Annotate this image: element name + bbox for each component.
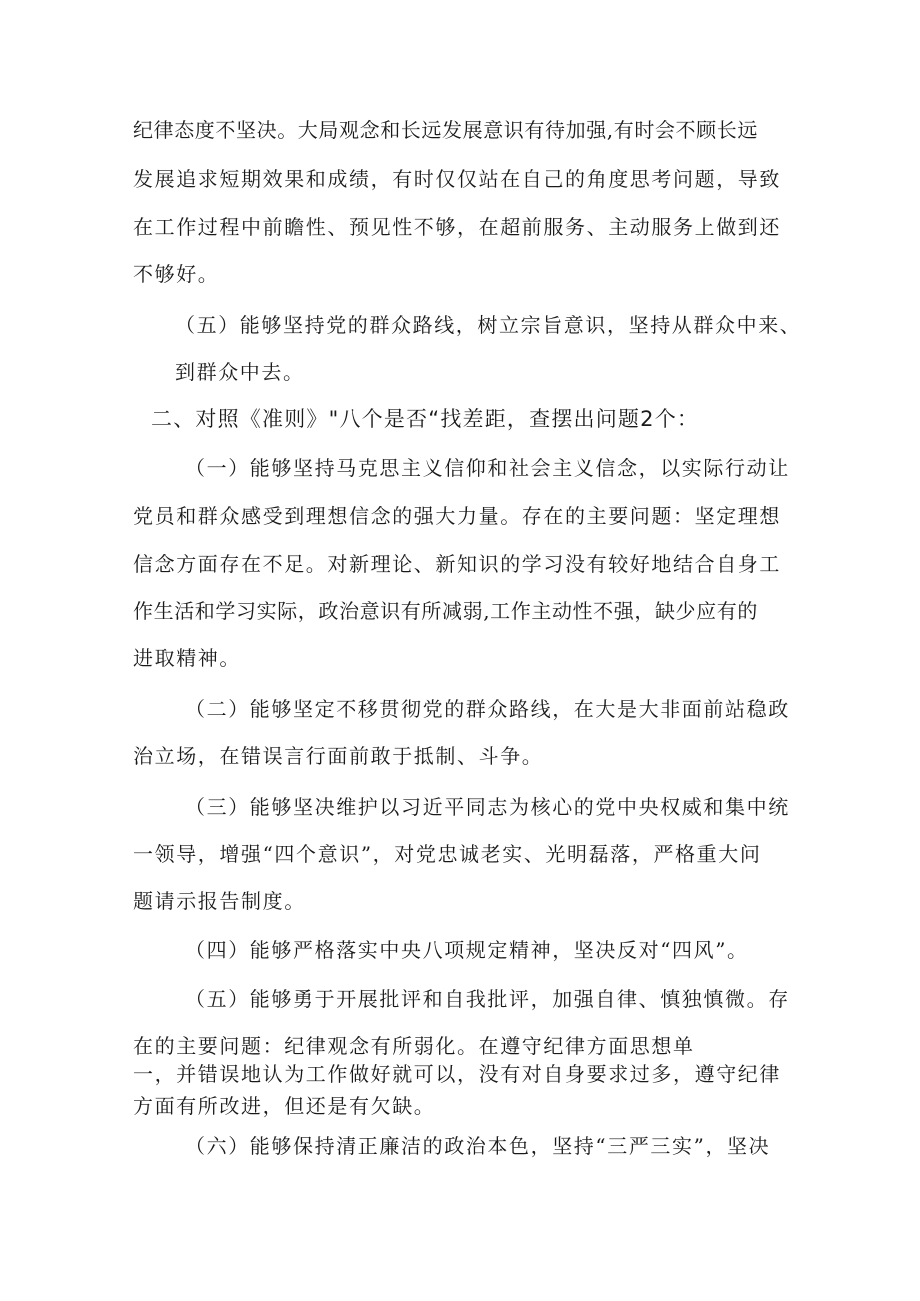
paragraph-line: 一领导，增强“四个意识”，对党忠诚老实、光明磊落，严格重大问	[133, 842, 762, 866]
paragraph-line: 信念方面存在不足。对新理论、新知识的学习没有较好地结合自身工	[133, 552, 781, 576]
paragraph-line: （六）能够保持清正廉洁的政治本色，坚持“三严三实”，坚决	[185, 1134, 771, 1158]
paragraph-line: （二）能够坚定不移贯彻党的群众路线，在大是大非面前站稳政	[185, 697, 790, 721]
paragraph-line: （五）能够坚持党的群众路线，树立宗旨意识，坚持从群众中来、	[175, 313, 802, 337]
paragraph-line: 到群众中去。	[175, 360, 305, 384]
paragraph-line: （五）能够勇于开展批评和自我批评，加强自律、慎独慎微。存	[185, 987, 790, 1011]
paragraph-line: （一）能够坚持马克思主义信仰和社会主义信念，以实际行动让	[185, 456, 790, 480]
paragraph-line: （三）能够坚决维护以习近平同志为核心的党中央权威和集中统	[185, 795, 790, 819]
paragraph-line: 党员和群众感受到理想信念的强大力量。存在的主要问题：坚定理想	[133, 504, 781, 528]
section-heading: 二、对照《准则》"八个是否“找差距，查摆出问题2个：	[151, 407, 700, 431]
paragraph-line: （四）能够严格落实中央八项规定精神，坚决反对“四风”。	[185, 938, 749, 962]
paragraph-line: 发展追求短期效果和成绩，有时仅仅站在自己的角度思考问题，导致	[133, 167, 781, 191]
paragraph-line: 题请示报告制度。	[133, 889, 306, 913]
paragraph-line: 进取精神。	[133, 646, 241, 670]
paragraph-line: 在工作过程中前瞻性、预见性不够，在超前服务、主动服务上做到还	[133, 215, 781, 239]
paragraph-line: 在的主要问题：纪律观念有所弱化。在遵守纪律方面思想单	[133, 1034, 695, 1058]
paragraph-line: 纪律态度不坚决。大局观念和长远发展意识有待加强,有时会不顾长远	[133, 118, 758, 142]
paragraph-line: 一，并错误地认为工作做好就可以，没有对自身要求过多，遵守纪律	[133, 1062, 781, 1086]
paragraph-line: 作生活和学习实际，政治意识有所减弱,工作主动性不强，缺少应有的	[133, 599, 758, 623]
paragraph-line: 方面有所改进，但还是有欠缺。	[133, 1094, 436, 1118]
paragraph-line: 治立场，在错误言行面前敢于抵制、斗争。	[133, 744, 544, 768]
paragraph-line: 不够好。	[133, 262, 220, 286]
